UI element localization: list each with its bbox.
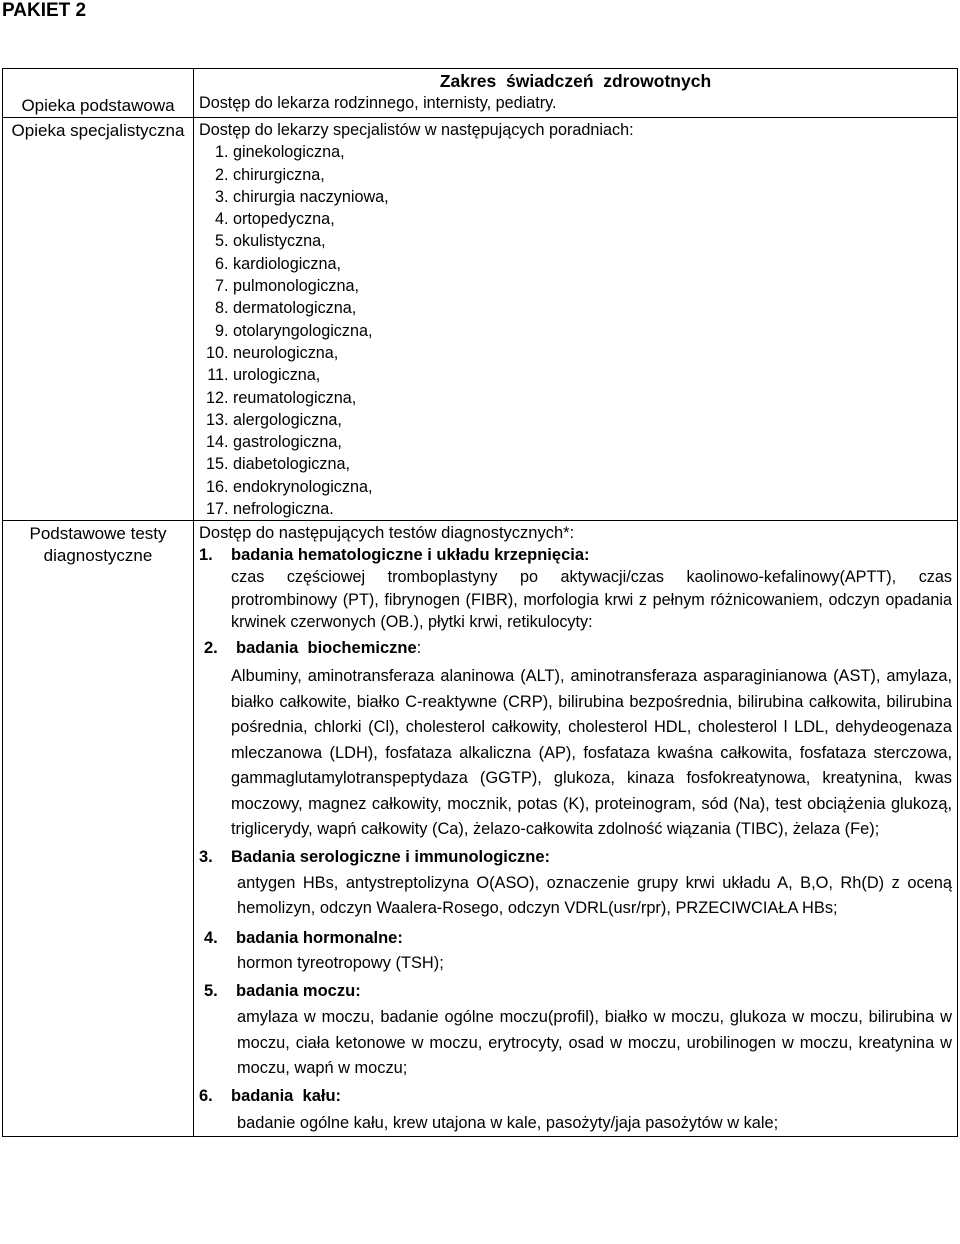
test-section-number: 4. xyxy=(204,928,218,947)
content-basic xyxy=(194,93,958,118)
clinic-item: 12. reumatologiczna, xyxy=(233,387,952,409)
test-section-body: antygen HBs, antystreptolizyna O(ASO), oznaczenie grupy krwi układu A, B,O, Rh(D) z oceną hemolizyn, odczyn Waalera-Rosego, odczyn VDRL(usr/rpr), PRZECIWCIAŁA HBs; xyxy=(237,873,952,918)
clinic-item: 2. chirurgiczna, xyxy=(233,164,952,186)
test-section xyxy=(199,544,952,633)
clinic-item: 4. ortopedyczna, xyxy=(233,208,952,230)
test-section-number: 1. xyxy=(199,546,213,565)
table-header: Zakres świadczeń zdrowotnych xyxy=(439,71,712,91)
test-section xyxy=(199,846,952,922)
test-section-heading: badania moczu: xyxy=(236,982,361,1001)
test-sections xyxy=(199,544,952,1136)
clinic-item: 11. urologiczna, xyxy=(233,364,952,386)
clinic-item: 14. gastrologiczna, xyxy=(233,431,952,453)
test-section-heading: badania hormonalne: xyxy=(236,928,403,947)
clinic-item: 1. ginekologiczna, xyxy=(233,141,952,163)
test-section-heading: badania hematologiczne i układu krzepnięcia: xyxy=(231,546,590,565)
test-section-number: 5. xyxy=(204,982,218,1001)
test-section-number: 3. xyxy=(199,847,213,866)
test-section xyxy=(199,637,952,843)
test-section-body: hormon tyreotropowy (TSH); xyxy=(237,953,444,972)
clinic-item: 6. kardiologiczna, xyxy=(233,253,952,275)
header-row xyxy=(3,69,958,94)
clinic-item: 3. chirurgia naczyniowa, xyxy=(233,186,952,208)
specialist-intro: Dostęp do lekarzy specjalistów w następujących poradniach: xyxy=(199,121,634,139)
label-basic-text: Opieka podstawowa xyxy=(21,96,175,115)
page-title: PAKIET 2 xyxy=(2,0,87,21)
test-section xyxy=(199,1085,952,1137)
label-basic xyxy=(3,93,194,118)
row-specialist xyxy=(3,118,958,521)
content-tests xyxy=(194,521,958,1137)
header-cell xyxy=(194,69,958,94)
clinic-item: 9. otolaryngologiczna, xyxy=(233,320,952,342)
test-section-heading-suffix: : xyxy=(416,639,422,658)
test-section-body: Albuminy, aminotransferaza alaninowa (ALT), aminotransferaza asparaginianowa (AST), amylaza, białko całkowite, białko C-reaktywne (CRP), bilirubina bezpośrednia, bilirubina całkowita, bilirubina pośrednia, chlorki (Cl), cholesterol całkowity, cholesterol HDL, cholesterol l LDL, dehydeogenaza mleczanowa (LDH), fosfataza alkaliczna (AP), fosfataza kwaśna całkowita, fosfataza sterczowa, gammaglutamylotranspeptydaza (GGTP), glukoza, kinaza fosfokreatynowa, kreatynina, kwas moczowy, magnez całkowity, mocznik, potas (K), proteinogram, sód (Na), test obciążenia glukozą, triglicerydy, wapń całkowity (Ca), żelazo-całkowita zdolność wiązania (TIBC), żelaza (Fe); xyxy=(231,667,952,839)
test-section-heading: Badania serologiczne i immunologiczne: xyxy=(231,847,551,866)
clinic-item: 8. dermatologiczna, xyxy=(233,297,952,319)
test-section-title xyxy=(199,846,952,868)
label-specialist xyxy=(3,118,194,521)
test-section-title xyxy=(199,980,952,1002)
clinic-item: 10. neurologiczna, xyxy=(233,342,952,364)
label-tests xyxy=(3,521,194,1137)
label-tests-text: Podstawowe testy diagnostyczne xyxy=(29,524,167,566)
content-specialist xyxy=(194,118,958,521)
clinic-item: 7. pulmonologiczna, xyxy=(233,275,952,297)
test-section-body: badanie ogólne kału, krew utajona w kale, pasożyty/jaja pasożytów w kale; xyxy=(237,1113,779,1132)
test-section-heading: badania kału: xyxy=(231,1086,342,1105)
test-section-heading: badania biochemiczne xyxy=(236,639,417,658)
test-section-title xyxy=(199,637,952,659)
clinic-list xyxy=(199,141,952,520)
test-section xyxy=(199,980,952,1082)
label-specialist-text: Opieka specjalistyczna xyxy=(11,121,185,140)
empty-header-cell xyxy=(3,69,194,94)
row-tests xyxy=(3,521,958,1137)
services-table xyxy=(2,68,958,1137)
clinic-item: 15. diabetologiczna, xyxy=(233,453,952,475)
test-section-title xyxy=(199,1085,952,1107)
test-section-body: czas częściowej tromboplastyny po aktywacji/czas kaolinowo-kefalinowy(APTT), czas protrombinowy (PT), fibrynogen (FIBR), morfologia krwi z pełnym różnicowaniem, odczyn opadania krwinek czerwonych (OB.), płytki krwi, retikulocyty: xyxy=(231,568,952,631)
basic-text: Dostęp do lekarza rodzinnego, internisty, pediatry. xyxy=(199,94,557,112)
clinic-item: 13. alergologiczna, xyxy=(233,409,952,431)
test-section-body: amylaza w moczu, badanie ogólne moczu(profil), białko w moczu, glukoza w moczu, bilirubina w moczu, ciała ketonowe w moczu, erytrocyty, osad w moczu, urobilinogen w moczu, kreatynina w moczu, wapń w moczu; xyxy=(237,1008,952,1078)
test-section-number: 6. xyxy=(199,1086,213,1105)
test-section-number: 2. xyxy=(204,639,218,658)
tests-intro: Dostęp do następujących testów diagnostycznych*: xyxy=(199,524,575,543)
test-section xyxy=(199,927,952,977)
row-basic xyxy=(3,93,958,118)
clinic-item: 5. okulistyczna, xyxy=(233,230,952,252)
test-section-title xyxy=(199,544,952,566)
clinic-item: 16. endokrynologiczna, xyxy=(233,476,952,498)
clinic-item: 17. nefrologiczna. xyxy=(233,498,952,520)
test-section-title xyxy=(199,927,952,949)
